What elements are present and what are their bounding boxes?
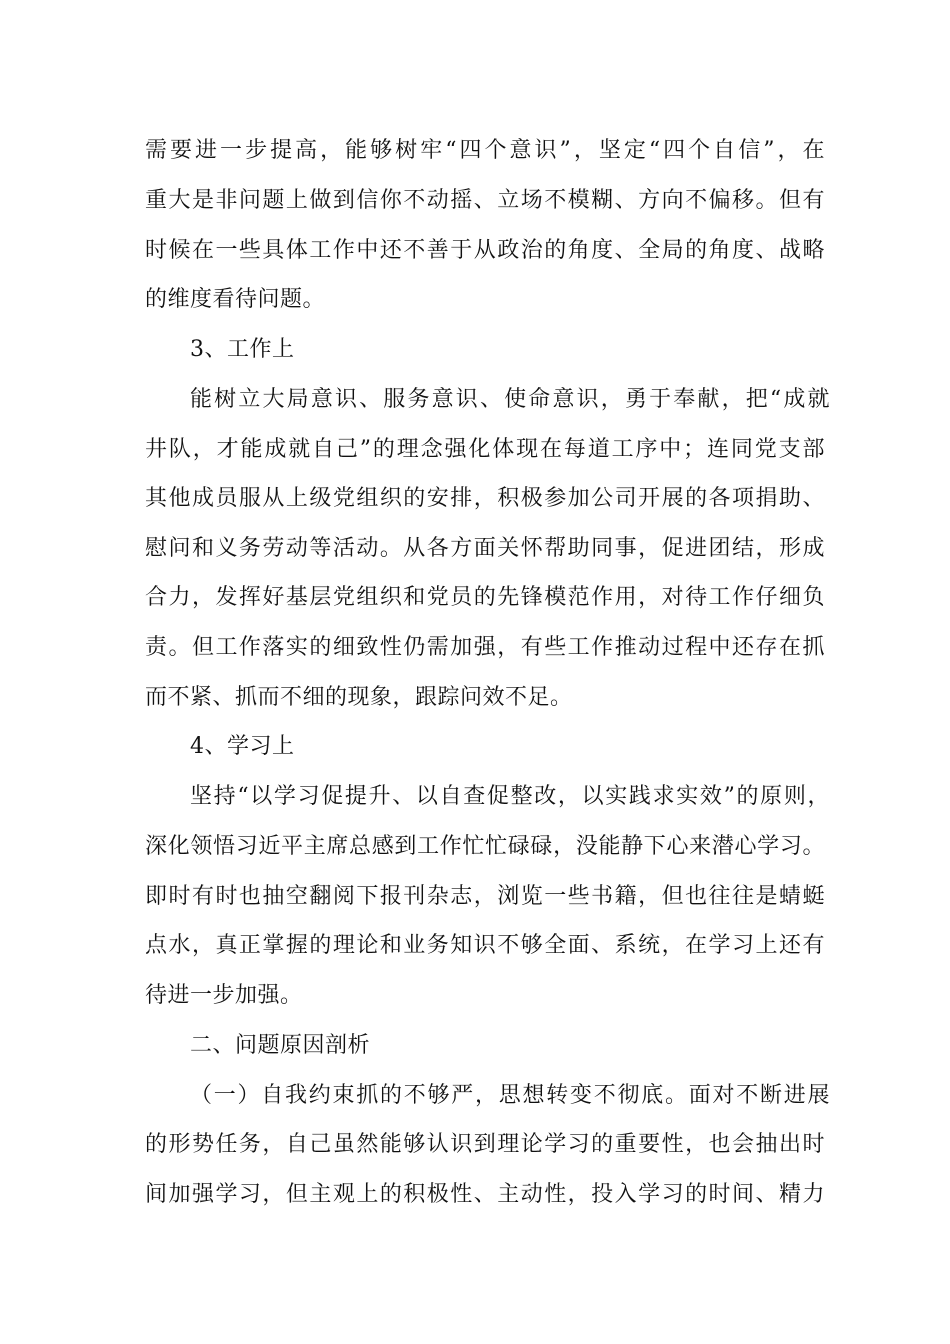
paragraph-line: 需要进一步提高，能够树牢“四个意识”，坚定“四个自信”，在 (145, 138, 825, 163)
section-heading-study: 4、学习上 (190, 734, 295, 759)
paragraph-line: 深化领悟习近平主席总感到工作忙忙碌碌，没能静下心来潜心学习。 (145, 834, 825, 859)
paragraph-line: 的维度看待问题。 (145, 287, 326, 312)
section-heading-work: 3、工作上 (190, 337, 295, 362)
paragraph-line: 责。但工作落实的细致性仍需加强，有些工作推动过程中还存在抓 (145, 635, 825, 660)
paragraph-line: 能树立大局意识、服务意识、使命意识，勇于奉献，把“成就 (190, 387, 830, 412)
paragraph-line: 其他成员服从上级党组织的安排，积极参加公司开展的各项捐助、 (145, 486, 825, 511)
paragraph-line: 重大是非问题上做到信你不动摇、立场不模糊、方向不偏移。但有 (145, 188, 825, 213)
paragraph-line: 的形势任务，自己虽然能够认识到理论学习的重要性，也会抽出时 (145, 1132, 825, 1157)
paragraph-line: 待进一步加强。 (145, 983, 303, 1008)
paragraph-line: 合力，发挥好基层党组织和党员的先锋模范作用，对待工作仔细负 (145, 585, 825, 610)
paragraph-line: 而不紧、抓而不细的现象，跟踪问效不足。 (145, 685, 573, 710)
paragraph-line: 慰问和义务劳动等活动。从各方面关怀帮助同事，促进团结，形成 (145, 536, 825, 561)
paragraph-line: 坚持“以学习促提升、以自查促整改，以实践求实效”的原则， (190, 784, 830, 809)
paragraph-line: 时候在一些具体工作中还不善于从政治的角度、全局的角度、战略 (145, 238, 825, 263)
paragraph-line: （一）自我约束抓的不够严，思想转变不彻底。面对不断进展 (190, 1083, 830, 1108)
paragraph-line: 间加强学习，但主观上的积极性、主动性，投入学习的时间、精力 (145, 1182, 825, 1207)
paragraph-line: 即时有时也抽空翻阅下报刊杂志，浏览一些书籍，但也往往是蜻蜓 (145, 884, 825, 909)
paragraph-line: 点水，真正掌握的理论和业务知识不够全面、系统，在学习上还有 (145, 933, 825, 958)
section-heading-cause-analysis: 二、问题原因剖析 (190, 1033, 371, 1058)
paragraph-line: 井队，才能成就自己”的理念强化体现在每道工序中；连同党支部 (145, 437, 825, 462)
